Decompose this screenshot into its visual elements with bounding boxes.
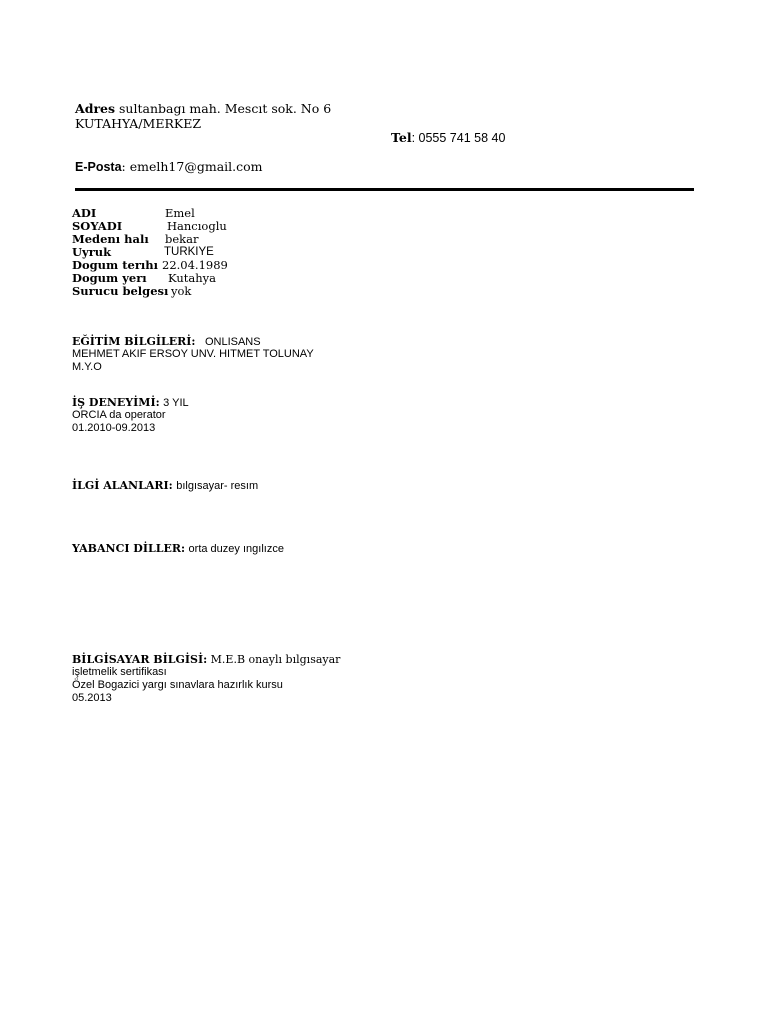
address-label: Adres xyxy=(75,101,116,116)
value-marital: bekar xyxy=(165,232,199,246)
value-surname: Hancıoglu xyxy=(167,219,227,233)
label-driving: Surucu belgesı xyxy=(72,284,169,298)
label-nationality: Uyruk xyxy=(72,245,112,259)
computer-value: M.E.B onaylı bılgısayar xyxy=(210,653,341,666)
experience-years: 3 YIL xyxy=(163,397,189,409)
label-name: ADI xyxy=(72,206,97,220)
experience-dates: 01.2010-09.2013 xyxy=(72,422,156,434)
address-city: KUTAHYA/MERKEZ xyxy=(75,116,202,131)
address-line xyxy=(75,103,331,116)
computer-date: 05.2013 xyxy=(72,692,112,704)
education-label: EĞİTİM BİLGİLERİ: xyxy=(72,335,196,348)
experience-job: ORCIA da operator xyxy=(72,409,166,421)
interests-line xyxy=(72,480,258,492)
label-birthplace: Dogum yerı xyxy=(72,271,147,285)
phone-line xyxy=(391,132,505,145)
label-marital: Medenı halı xyxy=(72,232,149,246)
education-school: MEHMET AKIF ERSOY UNV. HITMET TOLUNAY xyxy=(72,348,314,360)
languages-label: YABANCI DİLLER: xyxy=(72,542,186,555)
value-birthplace: Kutahya xyxy=(168,271,216,285)
experience-label: İŞ DENEYİMİ: xyxy=(72,396,160,409)
interests-value: bılgısayar- resım xyxy=(176,480,259,492)
divider-rule xyxy=(75,188,694,191)
computer-label: BİLGİSAYAR BİLGİSİ: xyxy=(72,653,208,666)
value-driving: yok xyxy=(171,284,192,298)
value-birthdate: 22.04.1989 xyxy=(162,258,228,272)
computer-cert: işletmelik sertifikası xyxy=(72,666,167,678)
value-name: Emel xyxy=(165,206,195,220)
label-birthdate: Dogum terıhı xyxy=(72,258,159,272)
experience-heading xyxy=(72,397,189,409)
languages-line xyxy=(72,543,284,555)
label-surname: SOYADI xyxy=(72,219,123,233)
phone-label: Tel xyxy=(391,130,412,145)
computer-heading xyxy=(72,654,340,665)
email-line xyxy=(75,161,263,174)
email-value: : emelh17@gmail.com xyxy=(121,159,263,174)
education-school-cont: M.Y.O xyxy=(72,361,102,373)
interests-label: İLGİ ALANLARI: xyxy=(72,479,173,492)
education-heading xyxy=(72,336,261,348)
computer-course: Özel Bogazici yargı sınavlara hazırlık kursu xyxy=(72,679,283,691)
languages-value: orta duzey ıngılızce xyxy=(188,543,284,555)
education-level: ONLISANS xyxy=(204,336,261,348)
email-label: E-Posta xyxy=(75,160,122,174)
phone-value: : 0555 741 58 40 xyxy=(411,131,506,145)
value-nationality: TURKIYE xyxy=(164,246,214,258)
address-value: sultanbagı mah. Mescıt sok. No 6 xyxy=(119,101,332,116)
